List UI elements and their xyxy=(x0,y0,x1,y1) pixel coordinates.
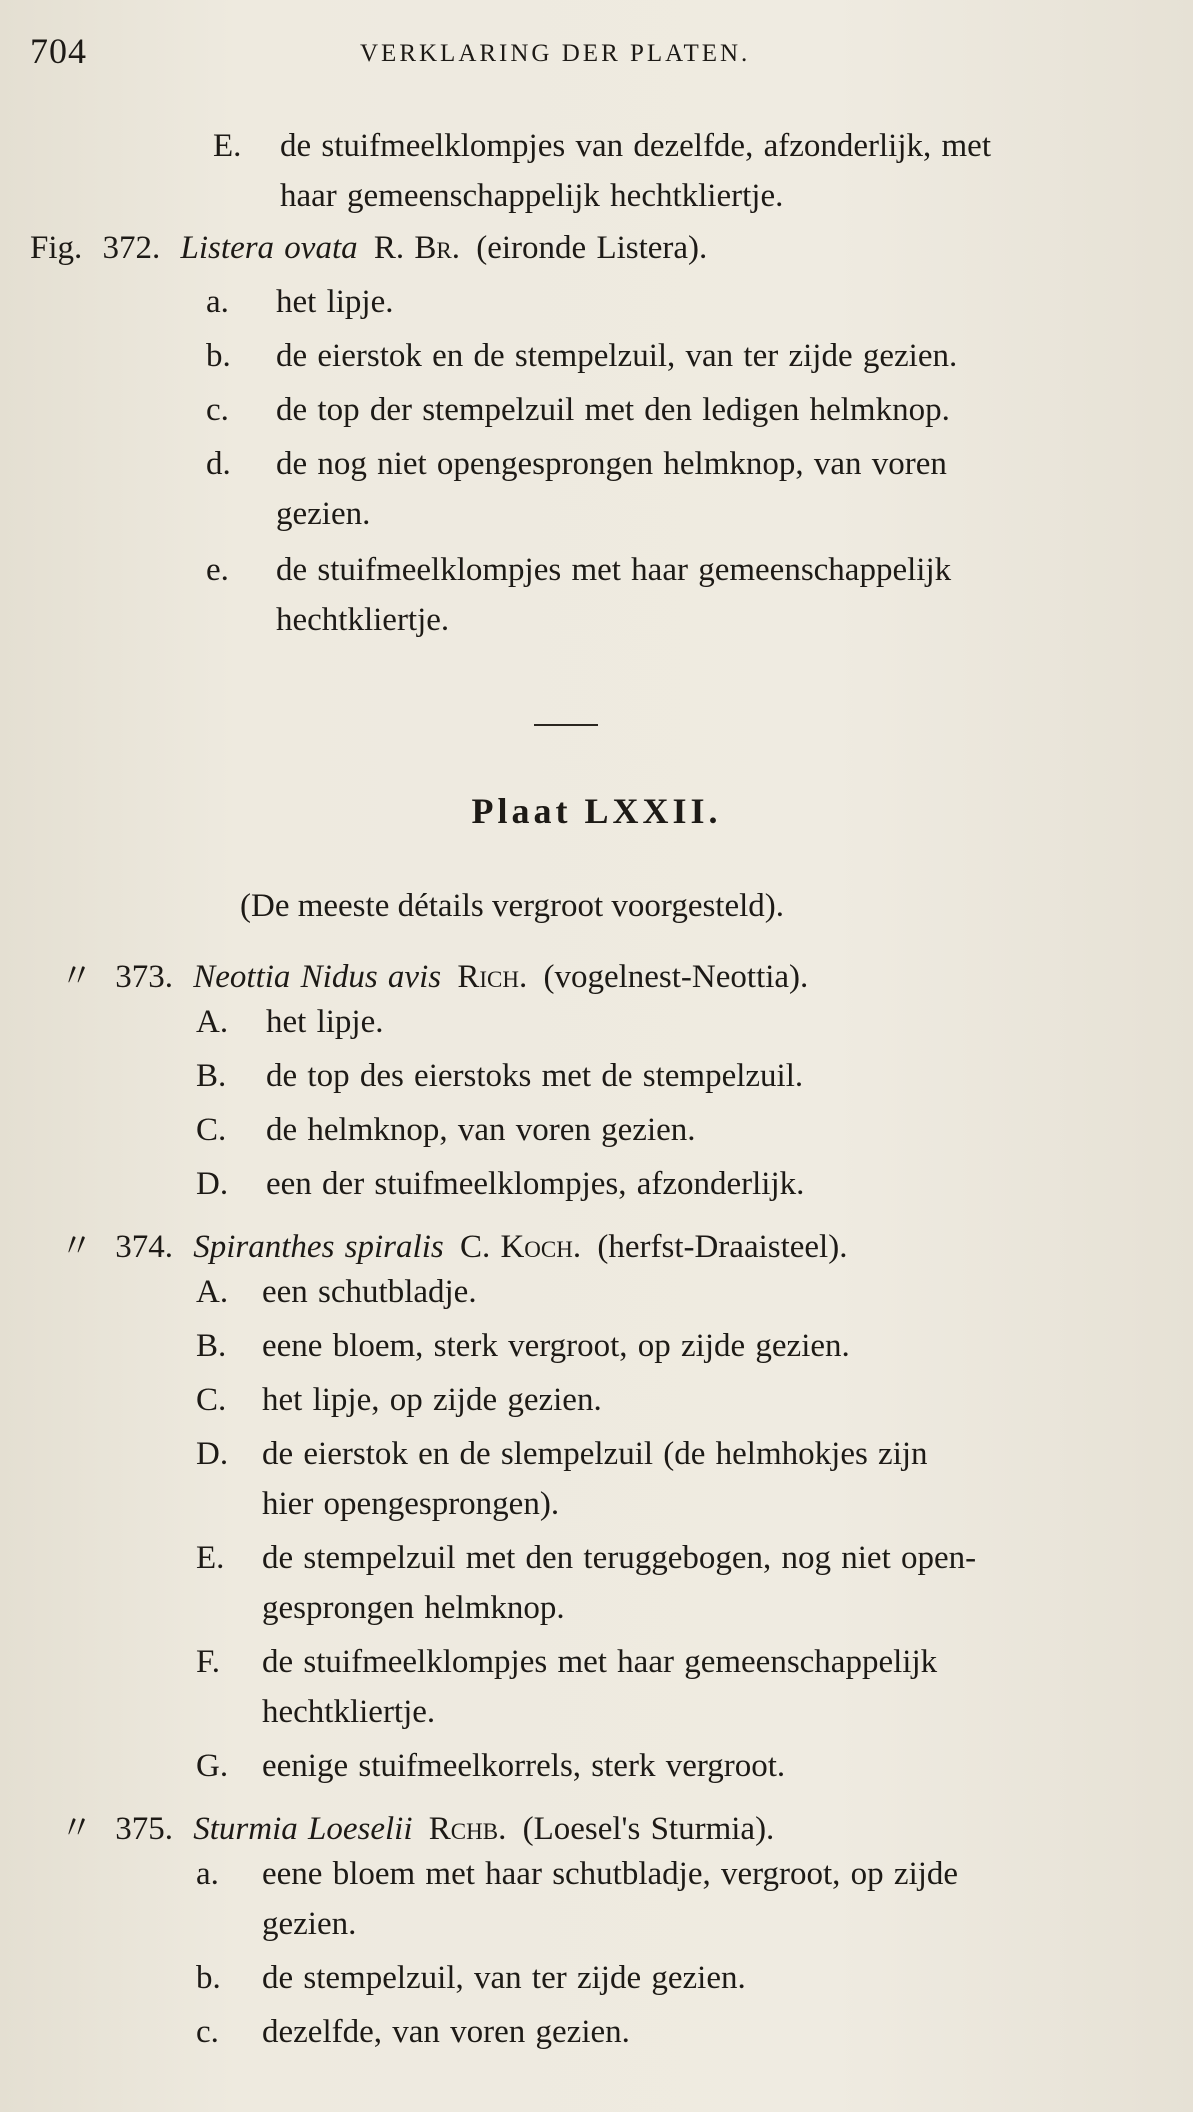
common-name: (eironde Listera). xyxy=(476,230,708,266)
item-label: c. xyxy=(196,2014,219,2050)
item-label: G. xyxy=(196,1748,229,1784)
item-text: gesprongen helmknop. xyxy=(262,1590,565,1626)
page-number: 704 xyxy=(30,31,87,71)
item-label: F. xyxy=(196,1644,220,1680)
item-text: eenige stuifmeelkorrels, sterk vergroot. xyxy=(262,1748,786,1784)
ditto-mark: 〃 xyxy=(60,1229,93,1265)
item-text: hechtkliertje. xyxy=(276,602,450,638)
item-text: het lipje. xyxy=(266,1004,384,1040)
item-text: hechtkliertje. xyxy=(262,1694,436,1730)
figure-heading-375 xyxy=(60,1802,774,1849)
item-text: de helmknop, van voren gezien. xyxy=(266,1112,696,1148)
item-text: de stuifmeelklompjes met haar gemeenschappelijk xyxy=(276,552,952,588)
fig-prefix: Fig. xyxy=(30,230,83,266)
item-label: B. xyxy=(196,1058,227,1094)
fig-number: 374. xyxy=(115,1229,173,1265)
common-name: (Loesel's Sturmia). xyxy=(522,1811,775,1847)
figure-heading-372 xyxy=(30,230,707,267)
item-text: een schutbladje. xyxy=(262,1274,477,1310)
item-label: D. xyxy=(196,1166,229,1202)
item-label: c. xyxy=(206,392,229,428)
item-label: C. xyxy=(196,1382,227,1418)
page-header xyxy=(30,30,1163,80)
item-text: de stuifmeelklompjes met haar gemeenschappelijk xyxy=(262,1644,938,1680)
item-label: b. xyxy=(196,1960,221,1996)
item-label: E. xyxy=(213,128,242,164)
species-name: Listera ovata xyxy=(180,230,358,266)
ditto-mark: 〃 xyxy=(60,959,93,995)
item-label: a. xyxy=(196,1856,219,1892)
item-text: de stempelzuil, van ter zijde gezien. xyxy=(262,1960,746,1996)
item-text: de top des eierstoks met de stempelzuil. xyxy=(266,1058,804,1094)
item-label: E. xyxy=(196,1540,225,1576)
item-text: hier opengesprongen). xyxy=(262,1486,560,1522)
species-author: R. Br. xyxy=(373,230,460,266)
item-text: dezelfde, van voren gezien. xyxy=(262,2014,630,2050)
item-label: B. xyxy=(196,1328,227,1364)
species-name: Spiranthes spiralis xyxy=(193,1229,444,1265)
figure-heading-374 xyxy=(60,1220,847,1267)
fig-number: 372. xyxy=(102,230,161,266)
ditto-mark: 〃 xyxy=(60,1811,93,1847)
item-text: de eierstok en de slempelzuil (de helmhokjes zijn xyxy=(262,1436,928,1472)
species-author: Rich. xyxy=(457,959,528,995)
item-text: eene bloem met haar schutbladje, vergroot, op zijde xyxy=(262,1856,959,1892)
item-text: de top der stempelzuil met den ledigen helmknop. xyxy=(276,392,950,428)
item-label: e. xyxy=(206,552,229,588)
item-text: gezien. xyxy=(262,1906,357,1942)
fig-number: 375. xyxy=(115,1811,173,1847)
figure-heading-373 xyxy=(60,950,808,997)
item-text: de stuifmeelklompjes van dezelfde, afzonderlijk, met xyxy=(280,128,991,164)
running-head: VERKLARING DER PLATEN. xyxy=(360,40,751,67)
item-text: het lipje, op zijde gezien. xyxy=(262,1382,602,1418)
item-text: haar gemeenschappelijk hechtkliertje. xyxy=(280,178,784,214)
species-author: Rchb. xyxy=(428,1811,507,1847)
plate-subtitle: (De meeste détails vergroot voorgesteld). xyxy=(240,888,785,924)
species-name: Neottia Nidus avis xyxy=(193,959,442,995)
item-label: C. xyxy=(196,1112,227,1148)
common-name: (vogelnest-Neottia). xyxy=(543,959,809,995)
item-label: b. xyxy=(206,338,231,374)
item-label: A. xyxy=(196,1004,229,1040)
item-text: de eierstok en de stempelzuil, van ter zijde gezien. xyxy=(276,338,958,374)
item-label: A. xyxy=(196,1274,229,1310)
item-text: gezien. xyxy=(276,496,371,532)
species-name: Sturmia Loeselii xyxy=(193,1811,413,1847)
item-text: de nog niet opengesprongen helmknop, van voren xyxy=(276,446,947,482)
common-name: (herfst-Draaisteel). xyxy=(597,1229,848,1265)
item-text: een der stuifmeelklompjes, afzonderlijk. xyxy=(266,1166,805,1202)
item-label: D. xyxy=(196,1436,229,1472)
item-text: het lipje. xyxy=(276,284,394,320)
item-label: a. xyxy=(206,284,229,320)
item-text: eene bloem, sterk vergroot, op zijde gezien. xyxy=(262,1328,850,1364)
item-label: d. xyxy=(206,446,231,482)
section-divider xyxy=(534,724,598,726)
plate-title: Plaat LXXII. xyxy=(471,791,722,831)
fig-number: 373. xyxy=(115,959,173,995)
item-text: de stempelzuil met den teruggebogen, nog niet open- xyxy=(262,1540,977,1576)
species-author: C. Koch. xyxy=(459,1229,582,1265)
